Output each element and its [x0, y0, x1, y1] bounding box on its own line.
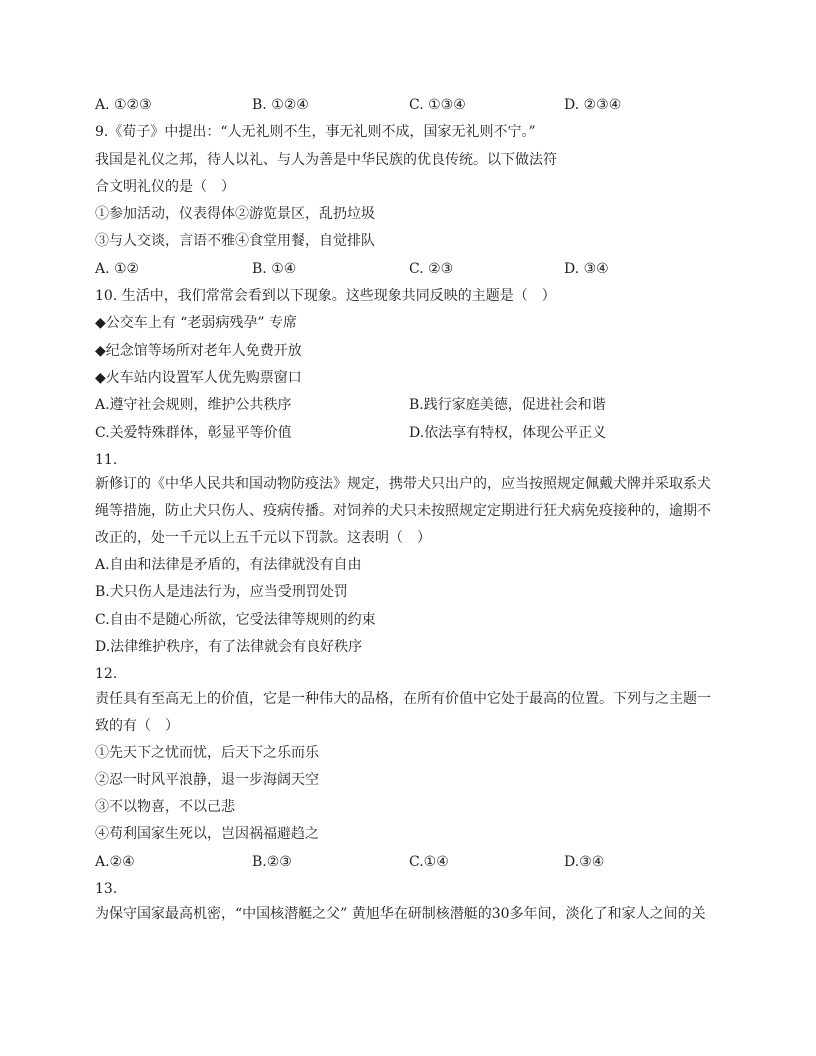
q11-option-c: C.自由不是随心所欲，它受法律等规则的约束 [95, 612, 376, 628]
q13-stem-line-1: 为保守国家最高机密，“中国核潜艇之父” 黄旭华在研制核潜艇的30多年间，淡化了和家人之间的关 [95, 906, 706, 922]
q10-bullet-3: ◆火车站内设置军人优先购票窗口 [95, 370, 302, 386]
q9-item-line-2: ③与人交谈，言语不雅④食堂用餐，自觉排队 [95, 233, 375, 249]
q12-stem-line-1: 责任具有至高无上的价值，它是一种伟大的品格，在所有价值中它处于最高的位置。下列与之主题一 [95, 691, 711, 707]
q11-stem-line-3: 改正的，处一千元以上五千元以下罚款。这表明（ ） [95, 530, 431, 546]
q12-option-d: D.③④ [564, 854, 605, 870]
q8-option-b: B. ①②④ [252, 97, 309, 113]
q11-option-a: A.自由和法律是矛盾的，有法律就没有自由 [95, 557, 362, 573]
q10-option-a: A.遵守社会规则，维护公共秩序 [95, 397, 292, 413]
q11-number: 11. [95, 452, 118, 468]
q12-item-4: ④苟利国家生死以，岂因祸福避趋之 [95, 826, 319, 842]
q12-item-1: ①先天下之忧而忧，后天下之乐而乐 [95, 745, 319, 761]
q10-bullet-2: ◆纪念馆等场所对老年人免费开放 [95, 343, 302, 359]
q9-stem-line-2: 我国是礼仪之邦，待人以礼、与人为善是中华民族的优良传统。以下做法符 [95, 152, 557, 168]
q9-option-b: B. ①④ [252, 261, 297, 277]
q10-stem: 10. 生活中，我们常常会看到以下现象。这些现象共同反映的主题是（ ） [95, 288, 556, 304]
q10-option-d: D.依法享有特权，体现公平正义 [409, 425, 607, 441]
q9-stem-line-1: 9.《荀子》中提出：“人无礼则不生，事无礼则不成，国家无礼则不宁。” [95, 124, 536, 140]
q12-option-b: B.②③ [252, 854, 292, 870]
q9-item-line-1: ①参加活动，仪表得体②游览景区，乱扔垃圾 [95, 206, 375, 222]
q11-stem-line-2: 绳等措施，防止犬只伤人、疫病传播。对饲养的犬只未按照规定定期进行狂犬病免疫接种的，逾期不 [95, 503, 711, 519]
q9-stem-line-3: 合文明礼仪的是（ ） [95, 179, 235, 195]
q12-stem-line-2: 致的有（ ） [95, 718, 179, 734]
q10-option-c: C.关爱特殊群体，彰显平等价值 [95, 425, 292, 441]
q13-number: 13. [95, 881, 118, 897]
q12-option-a: A.②④ [95, 854, 135, 870]
q11-stem-line-1: 新修订的《中华人民共和国动物防疫法》规定，携带犬只出户的，应当按照规定佩戴犬牌并采取系犬 [95, 476, 711, 492]
q10-option-b: B.践行家庭美德，促进社会和谐 [409, 397, 606, 413]
q9-option-a: A. ①② [95, 261, 140, 277]
q11-option-b: B.犬只伤人是违法行为，应当受刑罚处罚 [95, 584, 348, 600]
q8-option-a: A. ①②③ [95, 97, 152, 113]
q12-option-c: C.①④ [409, 854, 449, 870]
q12-number: 12. [95, 666, 118, 682]
q8-option-d: D. ②③④ [564, 97, 622, 113]
q9-option-d: D. ③④ [564, 261, 609, 277]
q10-bullet-1: ◆公交车上有 “老弱病残孕” 专席 [95, 315, 297, 331]
q8-option-c: C. ①③④ [409, 97, 466, 113]
q12-item-3: ③不以物喜，不以己悲 [95, 799, 235, 815]
q11-option-d: D.法律维护秩序，有了法律就会有良好秩序 [95, 639, 363, 655]
q9-option-c: C. ②③ [409, 261, 454, 277]
q12-item-2: ②忍一时风平浪静，退一步海阔天空 [95, 772, 319, 788]
